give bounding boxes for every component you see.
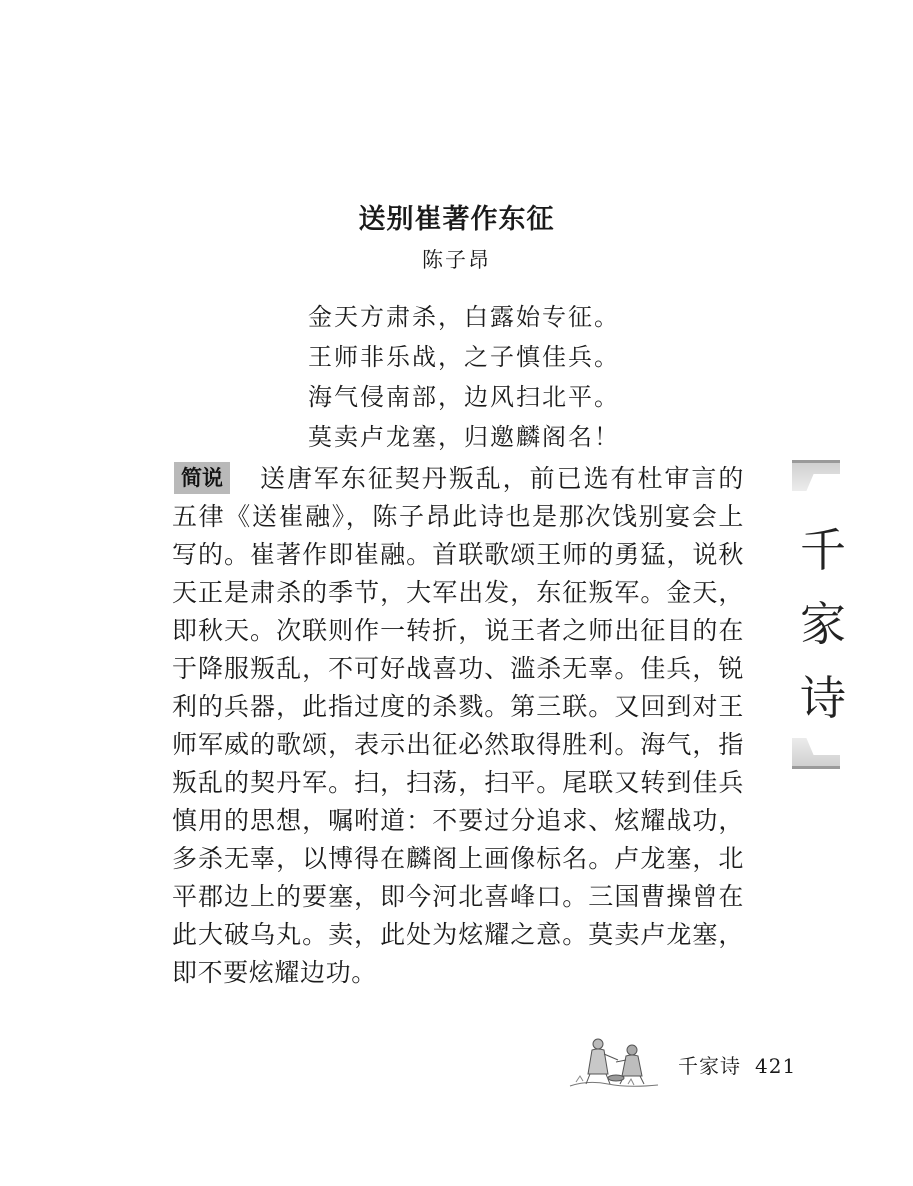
poem-author: 陈子昂 xyxy=(422,248,491,272)
section-side-tab xyxy=(790,460,913,770)
poem-line-1: 金天方肃杀，白露始专征。 xyxy=(308,303,620,331)
poem-line-2: 王师非乐战，之子慎佳兵。 xyxy=(308,343,620,371)
bracket-top-ornament xyxy=(792,460,840,491)
side-tab-char-3: 诗 xyxy=(800,671,846,725)
footer-book-title: 千家诗 xyxy=(678,1054,741,1078)
commentary-text: 送唐军东征契丹叛乱，前已选有杜审言的五律《送崔融》，陈子昂此诗也是那次饯别宴会上写的。崔著作即崔融。首联歌颂王师的勇猛，说秋天正是肃杀的季节，大军出发，东征叛军。金天，即秋天。次联则作一转折，说王者之师出征目的在于降服叛乱，不可好战喜功、滥杀无辜。佳兵，锐利的兵器，此指过度的杀戮。第三联。又回到对王师军威的歌颂，表示出征必然取得胜利。海气，指叛乱的契丹军。扫，扫荡，扫平。尾联又转到佳兵慎用的思想，嘱咐道：不要过分追求、炫耀战功，多杀无辜，以博得在麟阁上画像标名。卢龙塞，北平郡边上的要塞，即今河北喜峰口。三国曹操曾在此大破乌丸。卖，此处为炫耀之意。莫卖卢龙塞，即不要炫耀边功。 xyxy=(172,464,744,987)
page-number: 421 xyxy=(755,1054,797,1078)
poem-line-3: 海气侵南部，边风扫北平。 xyxy=(308,383,620,411)
side-tab-char-1: 千 xyxy=(800,523,846,577)
footer-illustration xyxy=(568,1030,660,1090)
commentary-badge: 简说 xyxy=(174,462,230,494)
poem-title: 送别崔著作东征 xyxy=(358,204,555,235)
page-footer xyxy=(678,1050,796,1079)
side-tab-char-2: 家 xyxy=(800,597,846,651)
bracket-bottom-ornament xyxy=(792,738,840,769)
poem-line-4: 莫卖卢龙塞，归邀麟阁名！ xyxy=(308,423,620,451)
poem-body xyxy=(308,297,728,457)
